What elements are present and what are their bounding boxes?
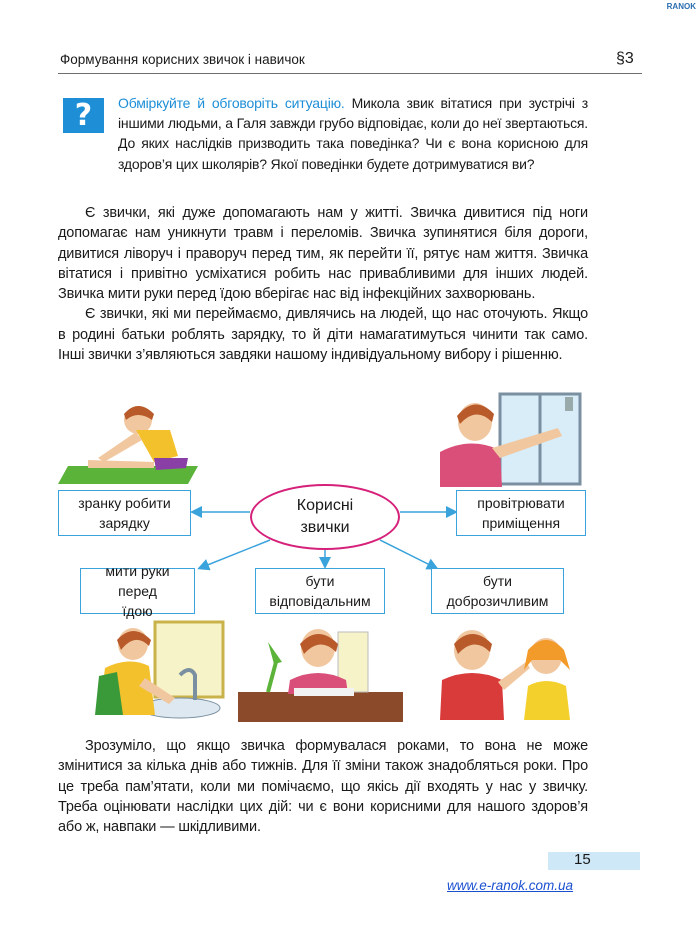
brand-logo: RANOK [666, 2, 696, 11]
discussion-question [118, 93, 588, 174]
publisher-link[interactable]: www.e-ranok.com.ua [447, 878, 574, 893]
habits-center-ellipse: Корисні звички [250, 484, 400, 550]
window-illustration [430, 392, 585, 487]
habit-box-kind: бути доброзичливим [431, 568, 564, 614]
paragraph: Зрозуміло, що якщо звичка формувалася роками, то вона не може змінитися за кілька днів або тижнів. Для її зміни також знадобляться роки. Про це треба пам’ятати, коли ми помічаємо, що якісь дії входять у нас у звичку. Треба оцінювати наслідки цих дій: чи є вони корисними для нашого здоров’я або ж, навпаки — шкідливими. [58, 738, 588, 836]
question-highlight: Обміркуйте й обговоріть ситуацію. [118, 95, 345, 111]
question-icon: ? [63, 98, 104, 133]
handwashing-illustration [95, 620, 225, 720]
responsible-illustration [238, 622, 403, 722]
running-header-title: Формування корисних звичок і навичок [60, 52, 305, 67]
header-divider [58, 73, 642, 74]
page-number: 15 [574, 851, 591, 868]
habit-box-responsible: бути відповідальним [255, 568, 385, 614]
habit-box-wash-hands: мити руки перед їдою [80, 568, 195, 614]
page-number-bar [548, 852, 640, 870]
question-text: Микола звик вітатися при зустрічі з іншими людьми, а Галя завжди грубо відповідає, коли до неї звертаються. До яких наслідків призводить така поведінка? Чи є вона корисною для здоров’я цих школярів? Якої поведінки будете дотримуватися ви? [118, 95, 588, 172]
intro-text [58, 203, 588, 365]
paragraph: Є звички, які ми переймаємо, дивлячись на людей, що нас оточують. Якщо в родині батьки роблять зарядку, то й діти намагатимуться чинити так само. Інші звички з’являються завдяки нашому індивідуальному вибору і рішенню. [58, 306, 588, 364]
habit-box-exercise: зранку робити зарядку [58, 490, 191, 536]
conclusion-text [58, 736, 588, 837]
friendly-illustration [430, 620, 580, 720]
habit-box-ventilate: провітрювати приміщення [456, 490, 586, 536]
section-number: §3 [616, 50, 634, 67]
exercise-illustration [58, 396, 208, 486]
paragraph: Є звички, які дуже допомагають нам у житті. Звичка дивитися під ноги допомагає нам уникнути травм і переломів. Звичка зупинятися біля дороги, дивитися ліворуч і праворуч перед тим, як перейти її, рятує нам життя. Звичка вітатися і привітно усміхатися робить нас привабливими для інших людей. Звичка мити руки перед їдою вберігає нас від інфекційних захворювань. [58, 205, 588, 303]
